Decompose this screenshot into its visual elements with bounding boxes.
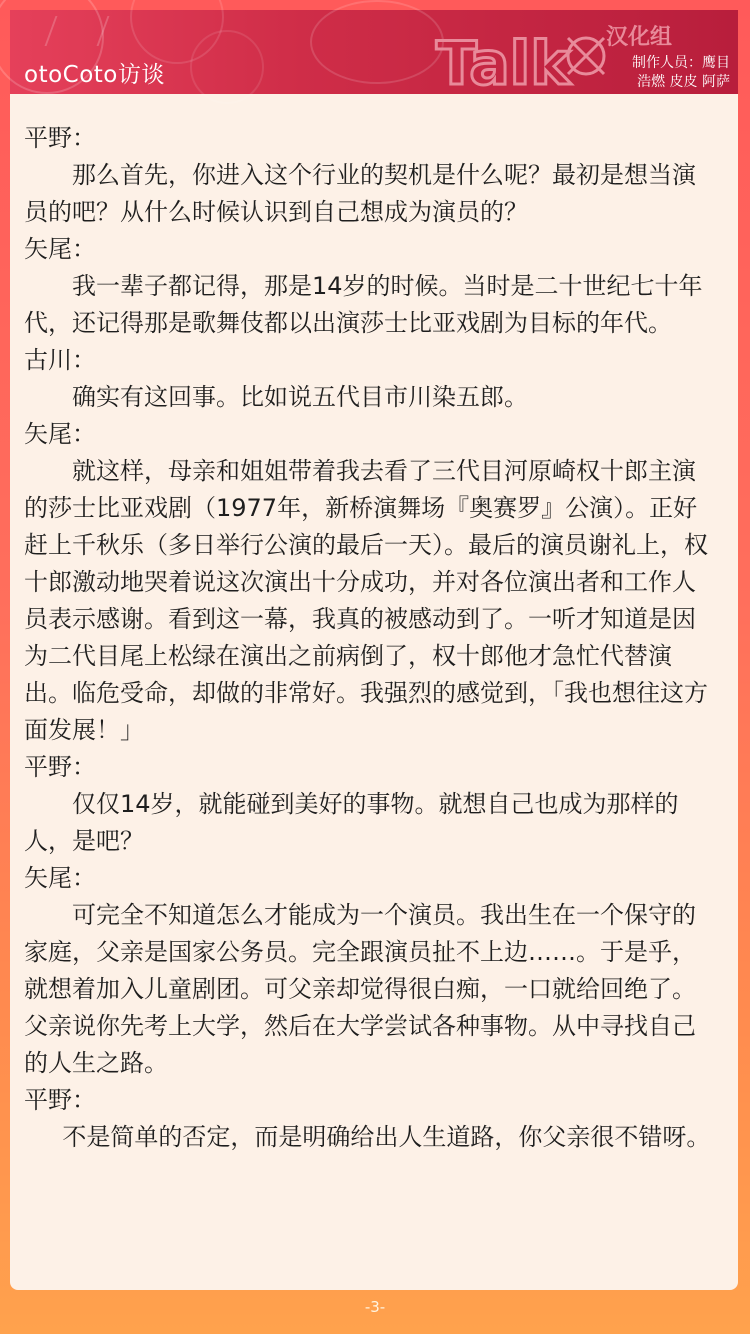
credits-line: 浩燃 皮皮 阿萨 bbox=[637, 74, 730, 90]
speaker-label: 矢尾： bbox=[24, 864, 96, 892]
page-number: -3- bbox=[364, 1298, 386, 1316]
ribbon-decoration bbox=[45, 16, 110, 46]
logo-text: Talk bbox=[436, 29, 571, 99]
speaker-label: 矢尾： bbox=[24, 420, 96, 448]
ornament-decoration bbox=[190, 30, 264, 104]
logo-emblem-icon bbox=[568, 38, 604, 74]
speech-paragraph: 我一辈子都记得，那是14岁的时候。当时是二十世纪七十年代，还记得那是歌舞伎都以出演莎士比亚戏剧为目标的年代。 bbox=[24, 272, 703, 337]
speaker-label: 平野： bbox=[24, 124, 96, 152]
speaker-label: 平野： bbox=[24, 753, 96, 781]
logo-suffix: 汉化组 bbox=[606, 25, 673, 50]
credits bbox=[632, 54, 730, 92]
speech-paragraph: 那么首先，你进入这个行业的契机是什么呢？最初是想当演员的吧？从什么时候认识到自己想成为演员的？ bbox=[24, 161, 696, 226]
speech-paragraph: 仅仅14岁，就能碰到美好的事物。就想自己也成为那样的人，是吧？ bbox=[24, 790, 679, 855]
speaker-label: 古川： bbox=[24, 346, 96, 374]
speech-paragraph: 可完全不知道怎么才能成为一个演员。我出生在一个保守的家庭，父亲是国家公务员。完全跟演员扯不上边……。于是乎，就想着加入儿童剧团。可父亲却觉得很白痴，一口就给回绝了。父亲说你先考上大学，然后在大学尝试各种事物。从中寻找自己的人生之路。 bbox=[24, 901, 696, 1077]
speech-paragraph: 不是简单的否定，而是明确给出人生道路，你父亲很不错呀。 bbox=[62, 1123, 711, 1151]
speech-paragraph: 就这样，母亲和姐姐带着我去看了三代目河原崎权十郎主演的莎士比亚戏剧（1977年，新桥演舞场『奥赛罗』公演）。正好赶上千秋乐（多日举行公演的最后一天）。最后的演员谢礼上，权十郎激动地哭着说这次演出十分成功，并对各位演出者和工作人员表示感谢。看到这一幕，我真的被感动到了。一听才知道是因为二代目尾上松绿在演出之前病倒了，权十郎他才急忙代替演出。临危受命，却做的非常好。我强烈的感觉到，「我也想往这方面发展！」 bbox=[24, 457, 708, 744]
interview-transcript bbox=[24, 120, 714, 1156]
credits-line: 制作人员：鹰目 bbox=[632, 55, 730, 71]
talk-logo bbox=[436, 18, 673, 99]
speaker-label: 平野： bbox=[24, 1086, 96, 1114]
speech-paragraph: 确实有这回事。比如说五代目市川染五郎。 bbox=[72, 383, 528, 411]
header-title: otoCoto访谈 bbox=[24, 62, 165, 88]
page-header bbox=[10, 10, 738, 99]
ornament-decoration bbox=[310, 0, 444, 84]
speaker-label: 矢尾： bbox=[24, 235, 96, 263]
